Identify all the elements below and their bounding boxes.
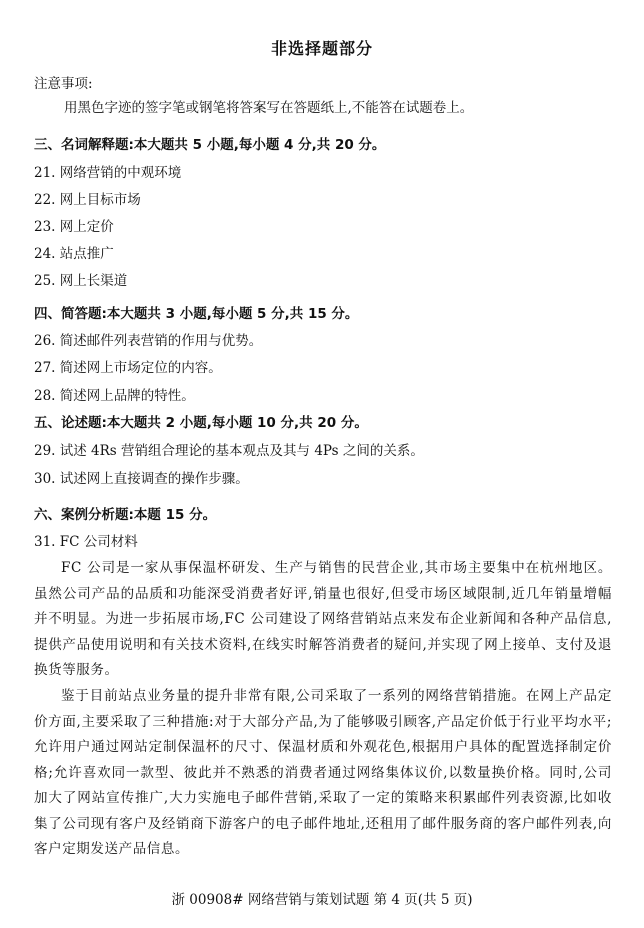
question-30: 30. 试述网上直接调查的操作步骤。 [34,471,249,487]
question-31: 31. FC 公司材料 [34,534,138,550]
notice-text: 用黑色字迹的签字笔或钢笔将答案写在答题纸上,不能答在试题卷上。 [64,100,474,116]
question-26: 26. 简述邮件列表营销的作用与优势。 [34,333,263,349]
page-footer: 浙 00908# 网络营销与策划试题 第 4 页(共 5 页) [171,892,473,908]
case-paragraph-2: 鉴于目前站点业务量的提升非常有限,公司采取了一系列的网络营销措施。在网上产品定价方面,主要采取了三种措施:对于大部分产品,为了能够吸引顾客,产品定价低于行业平均水平;允许用户通过网站定制保温杯的尺寸、保温材质和外观花色,根据用户具体的配置选择制定价格;允许喜欢同一款型、彼此并不熟悉的消费者通过网络集体议价,以数量换价格。同时,公司加大了网站宣传推广,大力实施电子邮件营销,采取了一定的策略来积累邮件列表资源,比如收集了公司现有客户及经销商下游客户的电子邮件地址,还租用了邮件服务商的客户邮件列表,向客户定期发送产品信息。 [34,688,612,857]
section-heading-3: 三、名词解释题:本大题共 5 小题,每小题 4 分,共 20 分。 [34,137,386,153]
question-27: 27. 简述网上市场定位的内容。 [34,360,222,376]
question-23: 23. 网上定价 [34,219,114,235]
question-25: 25. 网上长渠道 [34,273,128,289]
question-21: 21. 网络营销的中观环境 [34,165,182,181]
question-29: 29. 试述 4Rs 营销组合理论的基本观点及其与 4Ps 之间的关系。 [34,443,424,459]
question-28: 28. 简述网上品牌的特性。 [34,388,195,404]
section-heading-4: 四、简答题:本大题共 3 小题,每小题 5 分,共 15 分。 [34,306,359,322]
section-heading-5: 五、论述题:本大题共 2 小题,每小题 10 分,共 20 分。 [34,415,368,431]
section-heading-6: 六、案例分析题:本题 15 分。 [34,507,217,523]
question-24: 24. 站点推广 [34,246,114,262]
notice-label: 注意事项: [34,76,93,92]
case-paragraph-1: FC 公司是一家从事保温杯研发、生产与销售的民营企业,其市场主要集中在杭州地区。虽然公司产品的品质和功能深受消费者好评,销量也很好,但受市场区域限制,近几年销量增幅并不明显。为进一步拓展市场,FC 公司建设了网络营销站点来发布企业新闻和各种产品信息,提供产品使用说明和有关技术资料,在线实时解答消费者的疑问,并实现了网上接单、支付及退换货等服务。 [34,560,612,678]
question-22: 22. 网上目标市场 [34,192,141,208]
page-title: 非选择题部分 [270,39,373,58]
